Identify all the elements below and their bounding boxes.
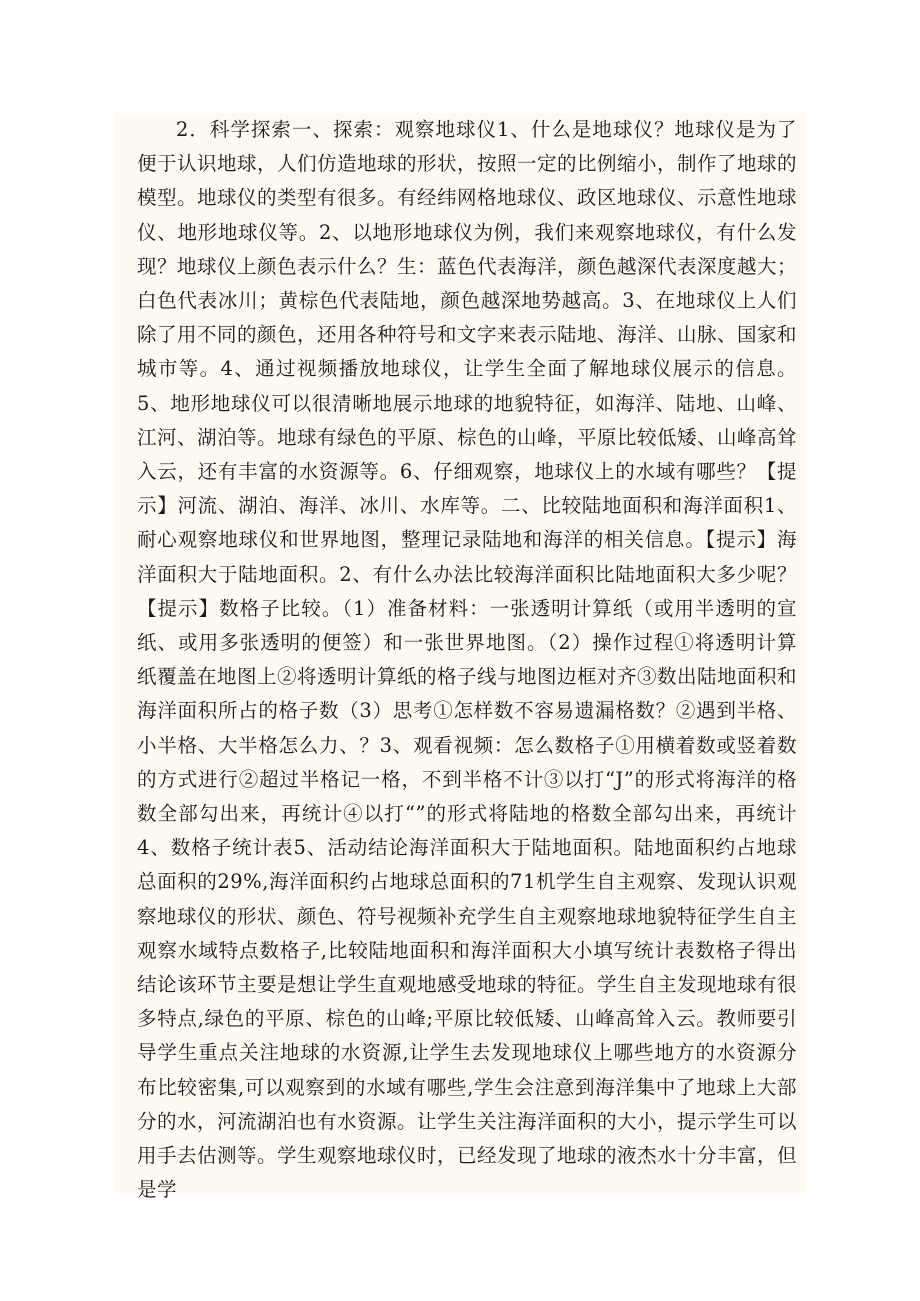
text-block [113,113,807,1202]
body-paragraph: 2．科学探索一、探索：观察地球仪1、什么是地球仪？地球仪是为了便于认识地球，人们仿造地球的形状，按照一定的比例缩小，制作了地球的模型。地球仪的类型有很多。有经纬网格地球仪、政区地球仪、示意性地球仪、地形地球仪等。2、以地形地球仪为例，我们来观察地球仪，有什么发现？地球仪上颜色表示什么？生：蓝色代表海洋，颜色越深代表深度越大；白色代表冰川；黄棕色代表陆地，颜色越深地势越高。3、在地球仪上人们除了用不同的颜色，还用各种符号和文字来表示陆地、海洋、山脉、国家和城市等。4、通过视频播放地球仪，让学生全面了解地球仪展示的信息。5、地形地球仪可以很清晰地展示地球的地貌特征，如海洋、陆地、山峰、江河、湖泊等。地球有绿色的平原、棕色的山峰，平原比较低矮、山峰高耸入云，还有丰富的水资源等。6、仔细观察，地球仪上的水域有哪些？【提示】河流、湖泊、海洋、冰川、水库等。二、比较陆地面积和海洋面积1、耐心观察地球仪和世界地图，整理记录陆地和海洋的相关信息。【提示】海洋面积大于陆地面积。2、有什么办法比较海洋面积比陆地面积大多少呢？【提示】数格子比较。（1）准备材料：一张透明计算纸（或用半透明的宣纸、或用多张透明的便签）和一张世界地图。（2）操作过程①将透明计算纸覆盖在地图上②将透明计算纸的格子线与地图边框对齐③数出陆地面积和海洋面积所占的格子数（3）思考①怎样数不容易遗漏格数？②遇到半格、小半格、大半格怎么力、？3、观看视频：怎么数格子①用横着数或竖着数的方式进行②超过半格记一格，不到半格不计③以打“J”的形式将海洋的格数全部勾出来，再统计④以打“”的形式将陆地的格数全部勾出来，再统计4、数格子统计表5、活动结论海洋面积大于陆地面积。陆地面积约占地球总面积的29%,海洋面积约占地球总面积的71机学生自主观察、发现认识观察地球仪的形状、颜色、符号视频补充学生自主观察地球地貌特征学生自主观察水域特点数格子,比较陆地面积和海洋面积大小填写统计表数格子得出结论该环节主要是想让学生直观地感受地球的特征。学生自主发现地球有很多特点,绿色的平原、棕色的山峰;平原比较低矮、山峰高耸入云。教师要引导学生重点关注地球的水资源,让学生去发现地球仪上哪些地方的水资源分布比较密集,可以观察到的水域有哪些,学生会注意到海洋集中了地球上大部分的水，河流湖泊也有水资源。让学生关注海洋面积的大小，提示学生可以用手去估测等。学生观察地球仪时，已经发现了地球的液杰水十分丰富，但是学 [137,118,798,1202]
